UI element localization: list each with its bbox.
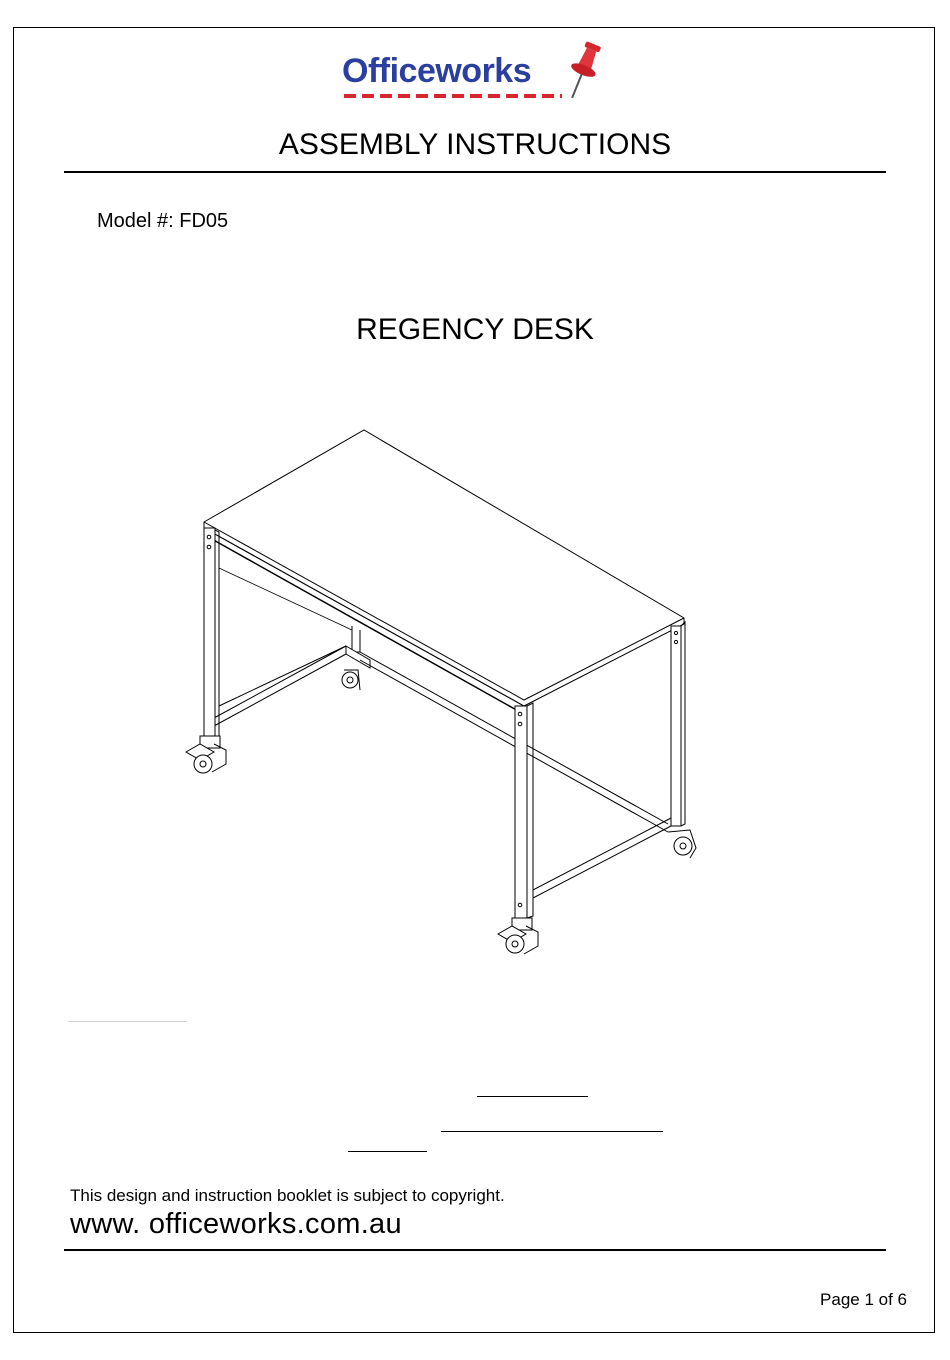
- faint-divider: [68, 1021, 187, 1022]
- blank-underline: [348, 1151, 427, 1152]
- page-title: ASSEMBLY INSTRUCTIONS: [278, 128, 672, 161]
- blank-underline: [441, 1131, 663, 1132]
- page-number: Page 1 of 6: [820, 1290, 907, 1309]
- website-link[interactable]: www. officeworks.com.au: [70, 1208, 402, 1240]
- desk-illustration: [170, 420, 710, 970]
- blank-underline: [477, 1096, 588, 1097]
- header-divider: [64, 171, 886, 173]
- officeworks-logo: [340, 38, 610, 104]
- logo-wordmark: Officeworks: [342, 52, 532, 90]
- footer-divider: [64, 1249, 886, 1251]
- push-pin-icon: [560, 38, 606, 104]
- logo-dashed-underline: [344, 94, 562, 98]
- copyright-notice: This design and instruction booklet is subject to copyright.: [70, 1186, 505, 1205]
- model-number: Model #: FD05: [97, 210, 229, 232]
- product-name: REGENCY DESK: [356, 313, 594, 346]
